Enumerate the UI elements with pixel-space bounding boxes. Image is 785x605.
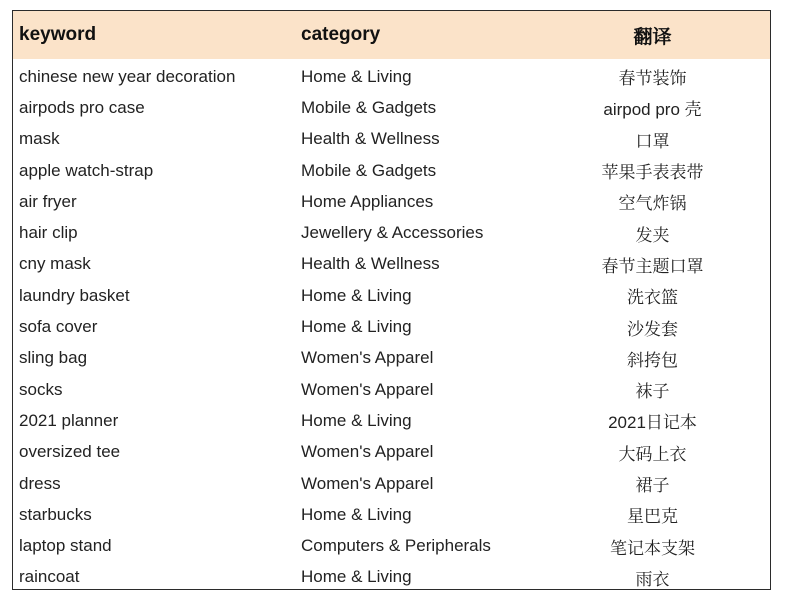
cell-category: Women's Apparel bbox=[301, 348, 434, 368]
cell-translation: 雨衣 bbox=[635, 569, 670, 589]
cell-keyword: oversized tee bbox=[19, 442, 121, 462]
cell-translation: 口罩 bbox=[635, 131, 670, 151]
table-row bbox=[13, 468, 770, 499]
cell-keyword: hair clip bbox=[19, 223, 78, 243]
table-row bbox=[13, 374, 770, 405]
table-header bbox=[13, 11, 770, 59]
cell-translation: 斜挎包 bbox=[627, 350, 678, 370]
cell-keyword: socks bbox=[19, 379, 63, 399]
cell-keyword: laundry basket bbox=[19, 285, 130, 305]
table-row bbox=[13, 405, 770, 436]
table-row bbox=[13, 343, 770, 374]
cell-category: Jewellery & Accessories bbox=[301, 223, 484, 243]
cell-translation: 春节装饰 bbox=[618, 69, 687, 89]
header-category: category bbox=[301, 24, 381, 45]
table-row bbox=[13, 217, 770, 248]
cell-keyword: airpods pro case bbox=[19, 97, 145, 117]
table-row bbox=[13, 186, 770, 217]
table-body bbox=[13, 59, 770, 593]
table-row bbox=[13, 530, 770, 561]
cell-translation: 2021日记本 bbox=[608, 413, 697, 433]
cell-translation: 大码上衣 bbox=[618, 444, 687, 464]
cell-category: Computers & Peripherals bbox=[301, 536, 491, 556]
cell-keyword: raincoat bbox=[19, 567, 80, 587]
cell-category: Home & Living bbox=[301, 317, 412, 337]
cell-translation: airpod pro 壳 bbox=[603, 100, 702, 120]
cell-translation: 笔记本支架 bbox=[610, 538, 695, 558]
cell-translation: 裙子 bbox=[635, 476, 670, 495]
cell-category: Home & Living bbox=[301, 66, 412, 86]
keyword-table bbox=[12, 10, 771, 590]
cell-category: Mobile & Gadgets bbox=[301, 97, 437, 117]
table-row bbox=[13, 562, 770, 593]
cell-keyword: mask bbox=[19, 129, 60, 149]
cell-keyword: chinese new year decoration bbox=[19, 66, 236, 86]
cell-translation: 星巴克 bbox=[627, 507, 678, 527]
cell-category: Home & Living bbox=[301, 410, 412, 430]
table-row bbox=[13, 61, 770, 92]
cell-keyword: apple watch-strap bbox=[19, 160, 154, 180]
cell-category: Health & Wellness bbox=[301, 254, 440, 274]
table-row bbox=[13, 280, 770, 311]
cell-keyword: sling bag bbox=[19, 348, 88, 368]
cell-keyword: cny mask bbox=[19, 254, 91, 274]
table-row bbox=[13, 155, 770, 186]
cell-category: Home & Living bbox=[301, 567, 412, 587]
cell-keyword: laptop stand bbox=[19, 536, 112, 556]
table-row bbox=[13, 437, 770, 468]
cell-category: Women's Apparel bbox=[301, 379, 434, 399]
table-row bbox=[13, 499, 770, 530]
cell-keyword: 2021 planner bbox=[19, 410, 119, 430]
cell-translation: 发夹 bbox=[635, 225, 670, 245]
cell-translation: 洗衣篮 bbox=[627, 288, 678, 308]
table-row bbox=[13, 249, 770, 280]
cell-category: Home & Living bbox=[301, 504, 412, 524]
cell-category: Health & Wellness bbox=[301, 129, 440, 149]
cell-translation: 空气炸锅 bbox=[618, 194, 687, 214]
cell-category: Women's Apparel bbox=[301, 442, 434, 462]
cell-keyword: sofa cover bbox=[19, 317, 98, 337]
cell-translation: 苹果手表表带 bbox=[601, 163, 704, 183]
cell-category: Home & Living bbox=[301, 285, 412, 305]
table-row bbox=[13, 92, 770, 123]
cell-translation: 沙发套 bbox=[627, 319, 678, 339]
cell-category: Mobile & Gadgets bbox=[301, 160, 437, 180]
cell-translation: 春节主题口罩 bbox=[601, 256, 704, 276]
header-keyword: keyword bbox=[19, 24, 97, 45]
cell-keyword: starbucks bbox=[19, 504, 92, 524]
cell-translation: 袜子 bbox=[635, 382, 670, 402]
cell-keyword: air fryer bbox=[19, 191, 77, 211]
table-row bbox=[13, 124, 770, 155]
table-row bbox=[13, 311, 770, 342]
cell-category: Home Appliances bbox=[301, 191, 434, 211]
header-translation: 翻译 bbox=[633, 26, 672, 48]
cell-category: Women's Apparel bbox=[301, 473, 434, 493]
cell-keyword: dress bbox=[19, 473, 61, 493]
